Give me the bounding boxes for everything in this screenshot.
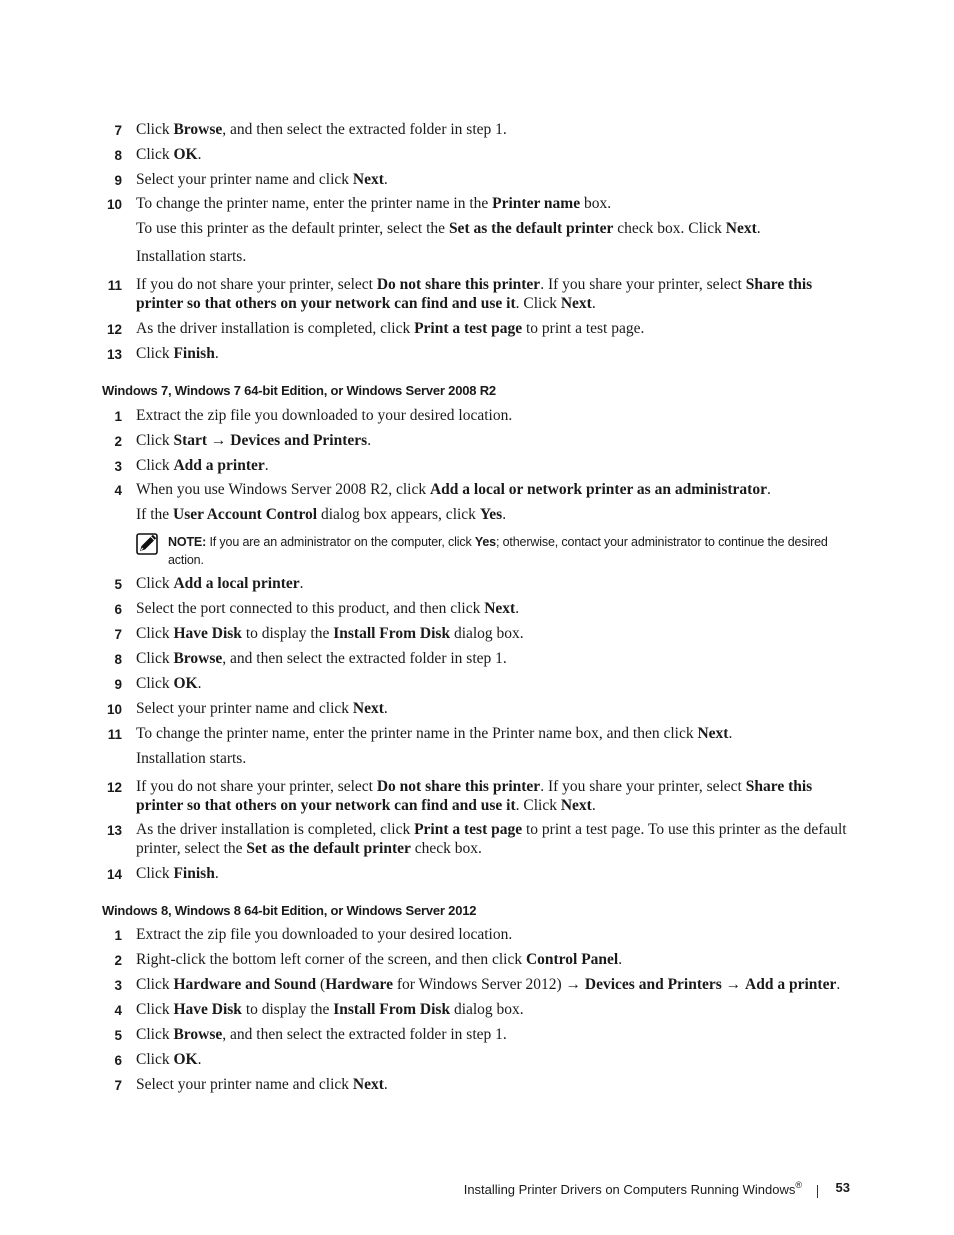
text-run: , and then select the extracted folder in step 1. [222,1026,507,1043]
step-number: 7 [114,627,122,642]
bold-ui-term: Print a test page [414,320,523,337]
text-run: to print a test page. [522,320,645,337]
text-run: dialog box appears, click [317,506,480,523]
step-text [136,344,850,363]
step-number: 12 [106,322,122,337]
step-text [136,1050,850,1069]
bold-ui-term: Install From Disk [333,1001,451,1018]
step-number: 3 [114,459,122,474]
text-run: Extract the zip file you downloaded to your desired location. [136,407,513,424]
text-run: Extract the zip file you downloaded to your desired location. [136,926,513,943]
bold-ui-term: Next [352,700,384,717]
text-run: . [836,976,841,993]
step-number: 7 [114,1078,122,1093]
text-run: . [299,575,304,592]
text-run: Click [136,146,174,163]
text-run: Click [136,675,174,692]
text-run: As the driver installation is completed, click [136,320,415,337]
bold-ui-term: Next [352,1076,384,1093]
text-run: Click [136,1026,174,1043]
step-text [136,170,850,189]
text-run: Select the port connected to this product, and then click [136,600,485,617]
text-run: When you use Windows Server 2008 R2, click [136,481,430,498]
text-run: If you do not share your printer, select [136,778,377,795]
step-text [136,864,850,883]
text-run: . [383,171,388,188]
step-number: 12 [106,780,122,795]
bold-ui-term: Hardware and Sound [173,976,317,993]
step-text [136,624,850,643]
bold-ui-term: Next [352,171,384,188]
page-number: 53 [835,1180,850,1195]
step-number: 10 [106,702,122,717]
text-run: Select your printer name and click [136,700,353,717]
step-number: 1 [114,928,122,943]
bold-ui-term: Share this printer so that others on your network can find and use it [136,276,813,312]
step-win7-11-installation-starts [136,749,850,768]
bold-ui-term: User Account Control [173,506,318,523]
text-run: . [515,600,520,617]
text-run: dialog box. [450,1001,524,1018]
text-run: to display the [241,625,334,642]
note-box [136,533,850,573]
text-run: . [197,675,202,692]
text-run: Click [136,457,174,474]
bold-ui-term: Devices and Printers [230,432,368,449]
bold-ui-term: Finish [173,345,215,362]
step-text [136,777,850,815]
text-run: If you do not share your printer, select [136,276,377,293]
bold-ui-term: Yes [474,535,496,549]
bold-ui-term: OK [173,1051,198,1068]
step-text [136,1075,850,1094]
step-text [136,319,850,338]
step-text [136,574,850,593]
step-text [136,925,850,944]
bold-ui-term: Add a printer [173,457,265,474]
bold-ui-term: Install From Disk [333,625,451,642]
bold-ui-term: Do not share this printer [376,778,541,795]
step-number: 11 [107,727,122,742]
text-run: . Click [515,797,561,814]
bold-ui-term: Set as the default printer [448,220,614,237]
step-text [136,145,850,164]
step-text [136,275,850,313]
text-run: As the driver installation is completed, click [136,821,415,838]
text-run: box. [580,195,612,212]
step-number: 6 [114,1053,122,1068]
text-run: To change the printer name, enter the printer name in the Printer name box, and then click [136,725,698,742]
text-run: , and then select the extracted folder in step 1. [222,121,507,138]
section-heading-windows-7: Windows 7, Windows 7 64-bit Edition, or Windows Server 2008 R2 [102,383,496,398]
bold-ui-term: Set as the default printer [246,840,411,857]
step-text [136,649,850,668]
bold-ui-term: Add a local printer [173,575,300,592]
bold-ui-term: Devices and Printers [584,976,722,993]
text-run: . [728,725,733,742]
text-run: → [207,432,231,449]
step-top-10-default-printer [136,219,850,238]
step-text [136,950,850,969]
text-run: . [591,797,596,814]
bold-ui-term: Finish [173,865,215,882]
text-run: Click [136,865,174,882]
step-number: 8 [114,148,122,163]
text-run: Click [136,976,174,993]
text-run: for Windows Server 2012) → [392,976,585,993]
text-run: , and then select the extracted folder in step 1. [222,650,507,667]
text-run: To use this printer as the default printer, select the [136,220,449,237]
text-run: Click [136,345,174,362]
text-run: . [756,220,761,237]
bold-ui-term: Hardware [325,976,393,993]
text-run: Click [136,575,174,592]
text-run: Click [136,625,174,642]
text-run: dialog box. [450,625,524,642]
text-run: Click [136,1051,174,1068]
step-text [136,406,850,425]
note-body [168,535,828,567]
bold-ui-term: Browse [173,121,223,138]
text-run: Click [136,650,174,667]
bold-ui-term: Next [697,725,729,742]
step-text [136,820,850,858]
step-number: 5 [114,577,122,592]
step-text [136,194,850,213]
footer-divider [817,1185,818,1198]
bold-ui-term: OK [173,675,198,692]
text-run: . Click [515,295,561,312]
registered-mark: ® [795,1180,802,1190]
text-run: Installation starts. [136,248,247,265]
step-top-10-installation-starts [136,247,850,266]
step-text [136,431,850,450]
step-text [136,456,850,475]
bold-ui-term: Next [560,295,592,312]
text-run: . [618,951,623,968]
text-run: Select your printer name and click [136,171,353,188]
bold-ui-term: Next [560,797,592,814]
step-number: 10 [106,197,122,212]
step-number: 3 [114,978,122,993]
bold-ui-term: Have Disk [173,1001,242,1018]
step-number: 8 [114,652,122,667]
text-run: . [197,1051,202,1068]
bold-ui-term: Have Disk [173,625,242,642]
bold-ui-term: Add a local or network printer as an administrator [429,481,767,498]
step-number: 13 [106,347,122,362]
step-text [136,699,850,718]
step-number: 6 [114,602,122,617]
text-run: Click [136,121,174,138]
text-run: to display the [241,1001,334,1018]
step-number: 13 [106,823,122,838]
text-run: . [367,432,372,449]
bold-ui-term: Yes [479,506,503,523]
step-number: 2 [114,434,122,449]
step-number: 7 [114,123,122,138]
text-run: . [214,345,219,362]
text-run: . If you share your printer, select [540,778,746,795]
text-run: Select your printer name and click [136,1076,353,1093]
text-run: ( [316,976,326,993]
text-run: . [591,295,596,312]
step-text [136,1025,850,1044]
page-footer [420,1180,852,1200]
text-run: . [383,1076,388,1093]
bold-ui-term: Control Panel [525,951,619,968]
text-run: . [214,865,219,882]
step-number: 2 [114,953,122,968]
text-run: If the [136,506,174,523]
step-text [136,480,850,499]
footer-title [464,1180,802,1197]
step-number: 5 [114,1028,122,1043]
bold-ui-term: Add a printer [745,976,837,993]
bold-ui-term: Start [173,432,208,449]
text-run: Installation starts. [136,750,247,767]
text-run: ; otherwise, contact your administrator to continue the desired action. [168,535,828,567]
step-number: 9 [114,173,122,188]
text-run: to print a test page. To use this printer as the default printer, select the [136,821,847,857]
step-number: 14 [106,867,122,882]
text-run: . [502,506,507,523]
step-text [136,724,850,743]
step-number: 9 [114,677,122,692]
note-text [168,533,852,569]
bold-ui-term: Print a test page [414,821,523,838]
step-number: 11 [107,278,122,293]
text-run: → [721,976,746,993]
step-text [136,1000,850,1019]
step-number: 4 [114,1003,122,1018]
text-run: Right-click the bottom left corner of the screen, and then click [136,951,526,968]
step-number: 4 [114,483,122,498]
text-run: . If you share your printer, select [540,276,746,293]
step-text [136,975,850,994]
bold-ui-term: Next [484,600,516,617]
footer-title-text: Installing Printer Drivers on Computers Running Windows [463,1182,796,1197]
bold-ui-term: Do not share this printer [376,276,541,293]
text-run: . [197,146,202,163]
text-run: Click [136,1001,174,1018]
bold-ui-term: OK [173,146,198,163]
bold-ui-term: Printer name [492,195,581,212]
step-text [136,674,850,693]
bold-ui-term: Browse [173,1026,223,1043]
step-number: 1 [114,409,122,424]
note-label: NOTE: [168,535,207,549]
bold-ui-term: Share this printer so that others on your network can find and use it [136,778,813,814]
text-run: . [264,457,269,474]
text-run: check box. [410,840,482,857]
text-run: Click [136,432,174,449]
text-run: To change the printer name, enter the printer name in the [136,195,493,212]
section-heading-windows-8: Windows 8, Windows 8 64-bit Edition, or Windows Server 2012 [102,903,477,918]
text-run: If you are an administrator on the computer, click [206,535,475,549]
step-text [136,120,850,139]
text-run: . [383,700,388,717]
step-text [136,599,850,618]
step-win7-4-uac [136,505,850,524]
note-pencil-icon [136,533,158,555]
bold-ui-term: Browse [173,650,223,667]
text-run: check box. Click [613,220,726,237]
bold-ui-term: Next [725,220,757,237]
text-run: . [766,481,771,498]
